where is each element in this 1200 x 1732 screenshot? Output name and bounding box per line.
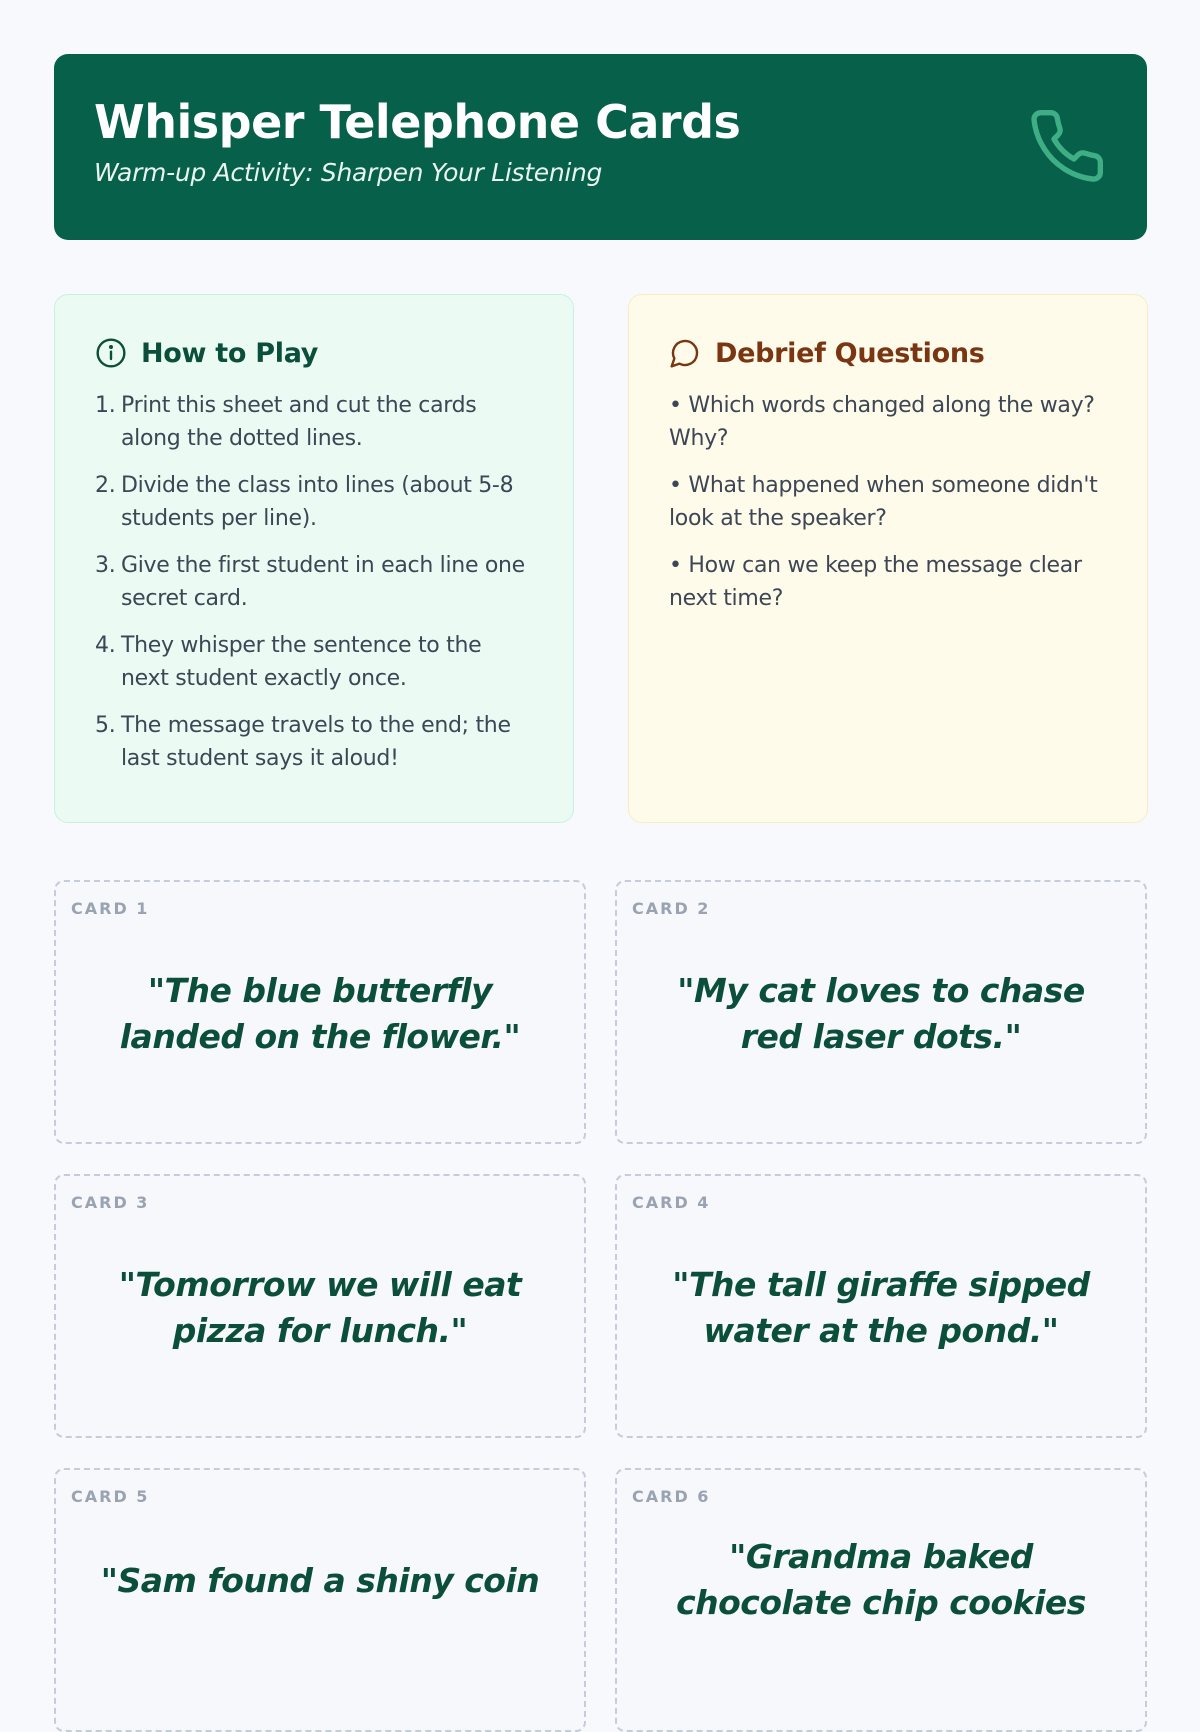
info-icon: [95, 337, 127, 369]
step-text: Print this sheet and cut the cards along the dotted lines.: [121, 393, 477, 451]
debrief-heading: [669, 335, 1107, 371]
list-item: [95, 549, 533, 615]
list-item: [95, 389, 533, 455]
step-number: 5.: [95, 713, 116, 738]
list-item: • What happened when someone didn't look at the speaker?: [669, 473, 1098, 531]
debrief-title: Debrief Questions: [715, 337, 985, 369]
page-title: Whisper Telephone Cards: [94, 95, 741, 149]
list-item: [95, 629, 533, 695]
list-item: • How can we keep the message clear next time?: [669, 553, 1082, 611]
step-number: 1.: [95, 393, 116, 418]
card-sentence: "Tomorrow we will eat pizza for lunch.": [118, 1265, 522, 1350]
sentence-card: [615, 1174, 1147, 1438]
card-sentence: "My cat loves to chase red laser dots.": [677, 971, 1085, 1056]
speech-bubble-icon: [669, 337, 701, 369]
page-subtitle: Warm-up Activity: Sharpen Your Listening: [94, 158, 603, 187]
card-sentence: "The tall giraffe sipped water at the pond.": [672, 1265, 1090, 1350]
step-text: Divide the class into lines (about 5-8 students per line).: [121, 473, 514, 531]
sentence-card: [54, 880, 586, 1144]
list-item: • Which words changed along the way? Why?: [669, 393, 1095, 451]
card-label: CARD 5: [71, 1487, 150, 1506]
list-item: [95, 469, 533, 535]
how-to-play-panel: [54, 294, 574, 823]
phone-icon: [1027, 106, 1107, 186]
card-label: CARD 3: [71, 1193, 150, 1212]
card-sentence: "Grandma baked chocolate chip cookies: [676, 1537, 1086, 1622]
card-label: CARD 2: [632, 899, 711, 918]
step-number: 4.: [95, 633, 116, 658]
header-banner: [54, 54, 1147, 240]
step-text: Give the first student in each line one secret card.: [121, 553, 525, 611]
how-to-play-heading: [95, 335, 533, 371]
sentence-card: [54, 1468, 586, 1732]
how-to-play-title: How to Play: [141, 337, 319, 369]
card-sentence: "The blue butterfly landed on the flower.": [119, 971, 521, 1056]
list-item: [95, 709, 533, 775]
card-sentence: "Sam found a shiny coin: [100, 1561, 540, 1600]
card-label: CARD 6: [632, 1487, 711, 1506]
debrief-questions: [669, 389, 1107, 615]
sentence-card: [615, 1468, 1147, 1732]
step-number: 3.: [95, 553, 116, 578]
step-text: They whisper the sentence to the next student exactly once.: [121, 633, 482, 691]
card-label: CARD 4: [632, 1193, 711, 1212]
debrief-panel: [628, 294, 1148, 823]
step-text: The message travels to the end; the last student says it aloud!: [121, 713, 511, 771]
sentence-card: [615, 880, 1147, 1144]
card-label: CARD 1: [71, 899, 150, 918]
how-to-play-steps: [95, 389, 533, 775]
step-number: 2.: [95, 473, 116, 498]
sentence-card: [54, 1174, 586, 1438]
